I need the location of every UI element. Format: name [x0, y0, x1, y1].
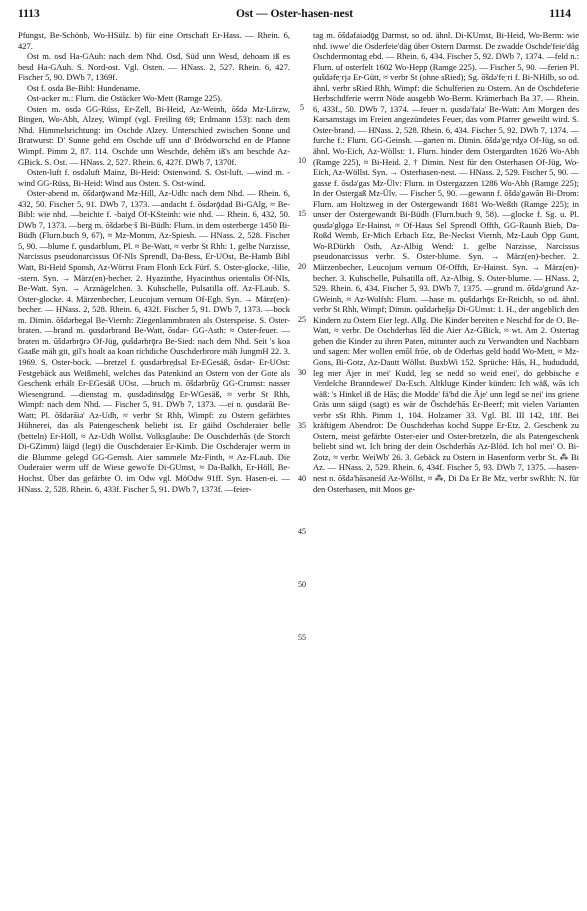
line-number: 15	[298, 209, 306, 218]
entry-paragraph: Ost m. osd Ha-GAuh: nach dem Nhd. Osd, Süd unn Wesd, dehoam iß es besd Ha-GAuh. S. Nord-ost. Vgl. Osten. — HNass. 2, 527. Rhein. 6, 427. Fischer 5, 90. DWb 7, 1369f.	[18, 51, 290, 83]
page-header	[18, 8, 571, 24]
line-number: 45	[298, 527, 306, 536]
line-number: 25	[298, 315, 306, 324]
left-column	[18, 30, 290, 494]
entry-paragraph: Oster-abend m. ōšdərǭwənd Mz-Hill, Az-Udh: nach dem Nhd. — Rhein. 6, 432, 50. Fischer 5, 91. DWb 7, 1373. —andacht f. ōsdərǭdad Bi-GAlg, ≈ Be-Bibl: wie nhd. —beichte f. -baiχd Of-KSteinh: wie nhd. — Rhein. 6, 432, 50. DWb 7, 1373. —berg m. ōšdərbe̜ˑš Bi-Büdh: Flurn. in dem osterberge 1450 Bi-Büdh (Flurn.buch 9, 67), ≈ Mz-Momm, Az-Spiesh. — HNass. 2, 528. Fischer 5, 90. —blume f. ǫusdərblum, Pl. ≈ Be-Watt, ≈ verbr St Rhh: 1. gelbe Narzisse, Narcissus pseudonarcissus Of-NIs Sprendl, Da-Bess, Er-UOst, Be-Hamb Bibl Watt, Bi-Heid Sponsh, Az-Wörrst Fram Flonh Eck Fürf. S. Oster-glocke, -lilie, -stern. Syn. → März(en)-becher. 2. Hyazinthe, Hyacinthus orientalis Of-NIs, Be-Watt. Syn. → Arznägelchen. 3. Kuhschelle, Pulsatilla off. Az-FLaub. S. Oster-glocke. 4. Märzenbecher, Leucojum vernum Of-Egb. Syn. → März(en)-becher. — HNass. 2, 528. Rhein. 6, 432f. Fischer 5, 91. DWb 7, 1373. —bock m. Dimin. ōšdərbe̜gəl Be-Viernh: Ziegenlammbraten als Osterspeise. S. Oster-braten. —brand m. ǫusdərbrand Be-Watt, ōsdər- GG-Asth: ≈ Oster-feuer. —braten m. ūšdərbrǭrə Of-Jüg, ǫušdərbrǭrə Be-Sied: nach dem Nhd. Seit 's koa Gaaße mäh git, gil's hoalt aa koan richdiche Ouschderbrore mäh JungmH 22. 3. 1969. S. Oster-bock. —bretzel f. ǫusdərbre̜dsəl Er-EGesäß, ōsdər- Er-UOst: Festgebäck aus Weißmehl, welches das Patenkind an Ostern von der Gote als Geschenk erhält Er-EGesäß UOst. —bruch m. ōšdərbrūχ GG-Crumst: nasser Wiesengrund. —dienstag m. ǫusdədiṅsdǭg Er-WGesäß, ≈ verbr St Rhh, Wimpf: nach dem Nhd. — Fischer 5, 91. DWb 7, 1373. —ei n. ǫusdərāi Be-Watt; Pl. ōšdərāiə' Az-Udh, ≈ verbr St Rhh, Wimpf: zu Ostern gefärbtes Hühnerei, das als Patengeschenk beliebt ist. Er gäihd Oschderaier belle (betteln) Er-Höll, ≈ Az-Udh Wöllst. Volksglaube: De Ouschderhās (de Storch Di-GZimm) läigd (legt) die Ouschderaier Er-Kimb. Die Oschderajer werrn in die Blumme gelegd GG-Gernsh. Aier sammele Mz-Finth, ≈ Az-FLaub. Die Ouderaier werrn uff de Wiese gewo'fe Di-GUmst, ≈ Da-Balkh, Er-Höll, Be-Hochst. Über das gefärbte O. im Odw vgl. MöOdw 91ff. Syn. Hasen-ei. — HNass. 2, 528. Rhein. 6, 433f. Fischer 5, 91. DWb 7, 1373f. —feier-	[18, 188, 290, 494]
right-column	[313, 30, 579, 494]
entry-paragraph: Osten m. osdə GG-Rüss, Er-Zell, Bi-Heid, Az-Weinh, ōšdə Mz-Lörzw, Bingen, Wo-Abh, Alzey, Wimpf (vgl. Freiling 69; Erdmann 153): nach dem Nhd. Himmelsrichtung: im Oschde Alzey. Unterschied zwischen Sonne und Bratwurst: D' Sunne gehd em Oschde uff unn d' Brödworschd en de Pfanne Wimpf. Pimm 2, 87. 114. Oschde unn Weschde, dehēm iß's am beschde Az-GBick. S. Ost. — HNass. 2, 527. Rhein. 6, 427f. DWb 7, 1370f.	[18, 103, 290, 167]
entry-paragraph: Pfungst, Be-Schönb, Wo-HSülz. b) für eine Ortschaft Er-Hass. — Rhein. 6, 427.	[18, 30, 290, 51]
page-number-right: 1114	[549, 8, 571, 20]
line-number: 30	[298, 368, 306, 377]
line-number: 40	[298, 474, 306, 483]
entry-paragraph: Ost f. osda Be-Bibl: Hundename.	[27, 82, 141, 93]
line-number: 20	[298, 262, 306, 271]
entry-paragraph: Osten-luft f. osdəluft Mainz, Bi-Heid: Ostenwind. S. Ost-luft. —wind m. -wind GG-Rüss, Bi-Heid: Wind aus Osten. S. Ost-wind.	[18, 167, 290, 188]
line-number: 5	[300, 103, 304, 112]
entry-paragraph: Ost-acker m.: Flurn. die Ostäcker Wo-Mett (Ramge 225).	[27, 93, 223, 104]
running-title: Ost — Oster-hasen-nest	[235, 8, 354, 20]
line-number: 50	[298, 580, 306, 589]
page-number-left: 1113	[18, 8, 40, 20]
entry-paragraph: tag m. ōšdəfaiədǭg Darmst, so od. ähnl. Di-KUmst, Bi-Heid, Wo-Berm: wie nhd. iwwe' die Osderfeie'däg über Ostern Darmst. De zwadde Oschde'feie'dåg Oschdermontag ebd. — Rhein. 6, 434. Fischer 5, 92. DWb 7, 1374. —feld n.: Flurn. uf osterfelt 1602 Wo-Hepp (Ramge 225). — Fischer 5, 90. —ferien Pl. ǫušdəfe̜ˑrjə Er-Gütt, ≈ verbr St (ohne sRied); Sg. ōšdə'fe̜ˑri f. Bi-NHilb, so od. ähnl. verbr sRied Rhh, Wimpf: die Schulferien zu Ostern. An de Oschdeferie Herbschdferie werrn Nöde ausgebb Wo-Berm. Krämerbach Ba 37. — Rhein. 6, 433f., 50. DWb 7, 1374. —feuer n. ǫusdə'faiə' Be-Watt: Am Morgen des Karsamstags im Freien angezündetes Feuer, das vom Pfarrer geweiht wird. S. Oster-brand. — HNass. 2, 528. Rhein. 6, 434. Fischer 5, 92. DWb 7, 1374. —furche f.: Flurn. GG-Geinsh. —garten m. Dimin. ōšdə'ge̜ˑrdχə Of-Jüg, so od. ähnl. Wo-Eich, Az-Wöllst: 1. Flurn. hinder dem Ostergardten 1626 Wo-Abh (Ramge 225), ≈ Bi-Heid. 2. † Dimin. Nest für den Osterhasen Of-Jüg, Wo-Eich, Az-Wöllst. Syn. → Osterhasen-nest. — HNass. 2, 529. Fischer 5, 90. —gasse f. ōsdə'gas Mz-Ülv: Flurn. in Ostergazzen 1286 Wo-Abh (Ramge 225); In der Ostergaß Mz-Ülv. — Fischer 5, 90. —gewann f. ōšdə'gəwān Bi-Drom: Flurn. am Holtzweg in der Ostergewandt 1681 Wo-Weßth (Ramge 225); in unser der Ostergewandt Bi-Büdh (Flurn.buch 9, 58). —glocke f. Sg. u. Pl. ǫusdə'glǫgə Er-Hainst, ≈ Of-Haus Sel Sprendl Offth, GG-Raunh Bieb, Da-Roßd Wemb, Er-Mich Erbach Etz, Be-Neckst Viernh, Mz-Laub Opp Gunt, Wo-RDürkh Osth, Az-Albig Wend: 1. gelbe Narzisse, Narcissus pseudonarcissus verbr. S. Oster-blume. Syn. → März(en)-becher. 2. Märzenbecher, Leucojum vernum Of-Offth, Er-Hainst. Syn. → März(en)-becher. 3. Kuhschelle, Pulsatilla off. Az-Albig. S. Oster-blume. — HNass. 2, 529. Rhein. 6, 434. Fischer 5, 93. DWb 7, 1375. —grund m. ōšdə'grund Az-GWeinh, ≈ Az-Wolfsh: Flurn. —hase m. ǫušdərhǭs Er-Reichh, so od. ähnl. verbr St Rhh, Wimpf; Dimin. ǫušdərhe̜šjə Di-GUmst: 1. H., der angeblich den Kindern zu Ostern Eier legt. Allg. Die Kinder bereiten e Neschd for de O. Be-Watt, ≈ verbr. De Oschderhas lēd die Aier Az-GBick, ≈ wt. Am 2. Ostertag gehen die Kinder zu ihren Paten, mitunter auch zu Verwandten und Nachbarn und sagen: Mer wollen emōl frōe, ob de Oderhas geld hodd Wo-Mett, ≈ Mz-Gons, Bi-Gotz, Az-Dautt Wöllst. BuxbWi 152. Sprüche: Hås, H., hudududd, leg mer Äjer in mei' Kudd, leg se nedd so weid enei', do gebbische e Verdelche Branndewei' Da-Esch. Altkluge Kinder künden: Ich wäß, wās ich wäß: 's Hinkel iß de Hās; die Modde' fä'bd die Äje' unn legd se nei' ins griene Gräs unn säigd (sagt) es wär de Ōschde'hās Er-Beerf; mit vielen Varianten verbr sSt Rhh. Pimm 1, 104. Holzamer 33. Vgl. Bl. III 142, 18f. Bei kräftigem Abendrot: De Ouschderhas kochd Suppe Er-Etz. 2. Geschenk zu Ostern, meist gefärbte Oster-eier und Oster-bretzeln, die als Patengeschenk beliebt sind wt. Ich bring der dein Oschderhās Az-Blöd. Ich hol mei' O. Bi-Zotz, ≈ verbr. WeiWb' 26. 3. Gebäck zu Ostern in Hasenform verbr St. ⁂ Bi Az. — HNass. 2, 529. Rhein. 6, 434f. Fischer 5, 93. DWb 7, 1375. —hasen-nest n. ōšdə'hāsəneśd Az-Wöllst, ≈ ⁂, Di Da Er Be Mz, verbr swRhh: N. für den Osterhasen, mit Moos ge-	[313, 30, 579, 494]
line-number: 55	[298, 633, 306, 642]
line-number: 10	[298, 156, 306, 165]
line-number: 35	[298, 421, 306, 430]
